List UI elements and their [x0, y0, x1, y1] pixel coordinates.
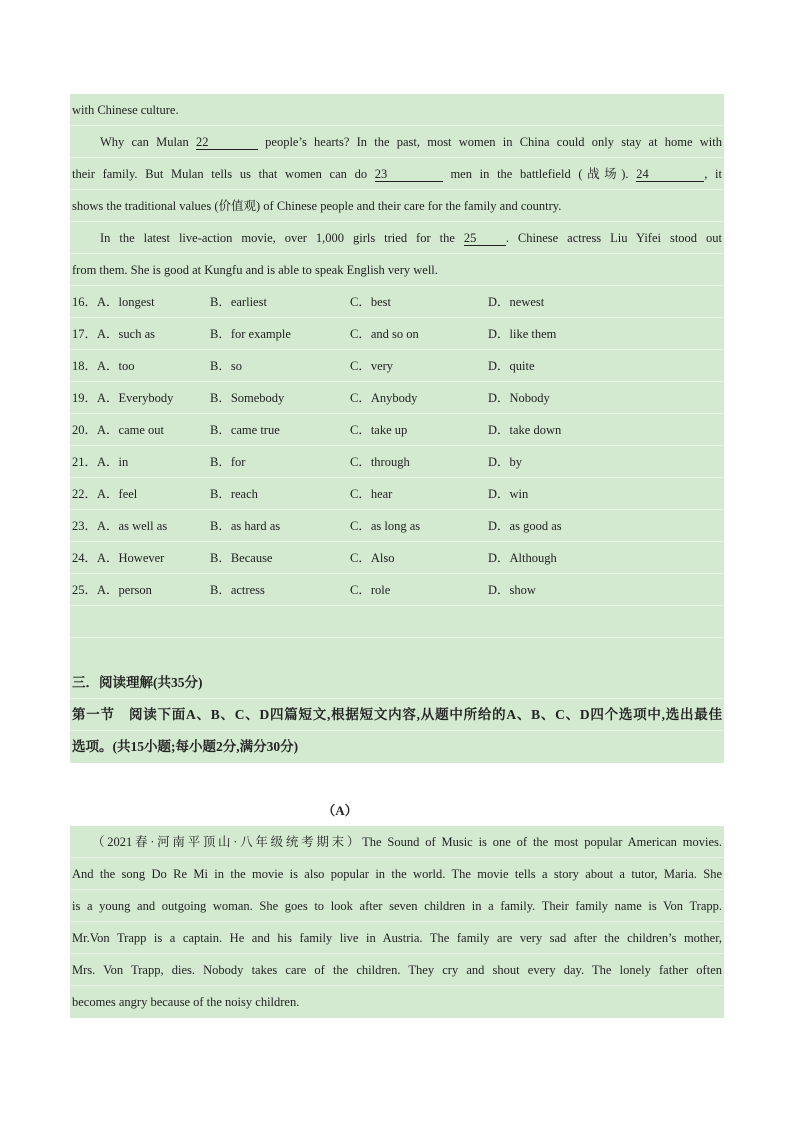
- reading-label: （A）: [322, 803, 358, 818]
- cloze-line-5: In the latest live-action movie, over 1,000 girls tried for the 25 . Chinese actress Liu Yifei stood out: [70, 222, 724, 254]
- cloze-line-3: their family. But Mulan tells us that women can do 23 men in the battlefield (战场). 24 , it: [70, 158, 724, 190]
- passage-line: （2021春·河南平顶山·八年级统考期末）The Sound of Music is one of the most popular American movies.: [70, 826, 724, 858]
- option-row: 18．A．too B．so C．very D．quite: [70, 350, 724, 382]
- option-row: 25．A．person B．actress C．role D．show: [70, 574, 724, 606]
- blank-24: 24: [636, 167, 704, 182]
- blank-22: 22: [196, 135, 258, 150]
- passage-line: And the song Do Re Mi in the movie is also popular in the world. The movie tells a story about a tutor, Maria. She: [70, 858, 724, 890]
- option-row: 16．A．longest B．earliest C．best D．newest: [70, 286, 724, 318]
- reading-passage-block: [70, 826, 724, 1018]
- option-row: 20．A．came out B．came true C．take up D．take down: [70, 414, 724, 446]
- passage-line: Mr.Von Trapp is a captain. He and his family live in Austria. The family are very sad after the children’s mother,: [70, 922, 724, 954]
- blank-23: 23: [375, 167, 443, 182]
- option-row: 22．A．feel B．reach C．hear D．win: [70, 478, 724, 510]
- passage-line: Mrs. Von Trapp, dies. Nobody takes care of the children. They cry and shout every day. The lonely father often: [70, 954, 724, 986]
- cloze-line-4: shows the traditional values (价值观) of Chinese people and their care for the family and country.: [70, 190, 724, 222]
- cloze-line-6: from them. She is good at Kungfu and is able to speak English very well.: [70, 254, 724, 286]
- option-row: 17．A．such as B．for example C．and so on D．like them: [70, 318, 724, 350]
- cloze-block: [70, 94, 724, 670]
- option-row: 24．A．However B．Because C．Also D．Although: [70, 542, 724, 574]
- blank-25: 25: [464, 231, 506, 246]
- option-row: 19．A．Everybody B．Somebody C．Anybody D．Nobody: [70, 382, 724, 414]
- option-row: 23．A．as well as B．as hard as C．as long as D．as good as: [70, 510, 724, 542]
- cloze-line-2: Why can Mulan 22 people’s hearts? In the past, most women in China could only stay at home with: [70, 126, 724, 158]
- cloze-line-1: with Chinese culture.: [70, 94, 724, 126]
- section-title: 三．阅读理解(共35分): [70, 667, 724, 699]
- empty-line: [70, 638, 724, 670]
- section-heading-block: [70, 667, 724, 763]
- section-instruction-2: 选项。(共15小题;每小题2分,满分30分): [72, 739, 299, 754]
- option-row: 21．A．in B．for C．through D．by: [70, 446, 724, 478]
- empty-line: [70, 606, 724, 638]
- section-instruction-1: 第一节 阅读下面A、B、C、D四篇短文,根据短文内容,从题中所给的A、B、C、D四个选项中,选出最佳: [70, 699, 724, 731]
- passage-line: becomes angry because of the noisy children.: [72, 995, 300, 1009]
- passage-line: is a young and outgoing woman. She goes to look after seven children in a family. Their family name is Von Trapp.: [70, 890, 724, 922]
